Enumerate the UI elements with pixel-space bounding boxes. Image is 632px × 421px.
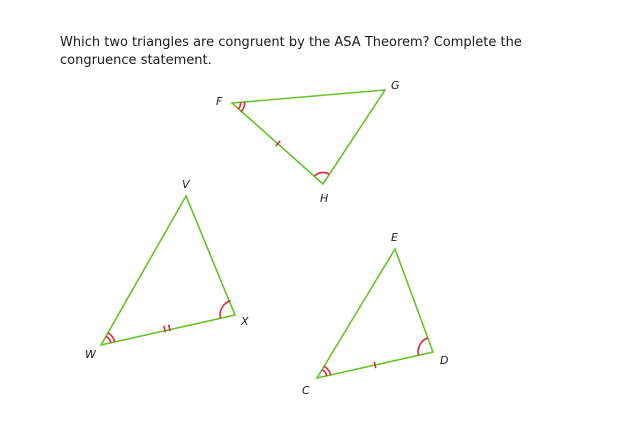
vertex-label-d: D: [440, 354, 449, 367]
side-cd-tick: [374, 362, 375, 368]
triangle-fgh-sides: [232, 90, 385, 184]
triangle-fgh: [216, 79, 400, 205]
angle-w-arc-1: [106, 336, 111, 343]
triangle-cde: [302, 231, 448, 397]
angle-c-arc-1: [322, 370, 327, 376]
vertex-label-e: E: [391, 231, 398, 244]
vertex-label-f: F: [216, 95, 223, 108]
angle-h-arc: [315, 172, 330, 175]
vertex-label-v: V: [182, 178, 190, 191]
angle-f-arc-2: [241, 102, 245, 112]
vertex-label-g: G: [391, 79, 400, 92]
vertex-label-h: H: [320, 192, 329, 205]
triangle-vwx-sides: [101, 196, 235, 345]
vertex-label-w: W: [85, 348, 96, 361]
question-text: Which two triangles are congruent by the ASA Theorem? Complete the congruence statement.: [60, 35, 522, 68]
triangle-cde-sides: [317, 249, 433, 378]
vertex-label-x: X: [241, 315, 249, 328]
vertex-label-c: C: [302, 384, 310, 397]
angle-f-arc-1: [238, 102, 240, 109]
triangle-vwx: [85, 178, 249, 361]
angle-w-arc-2: [108, 333, 115, 342]
